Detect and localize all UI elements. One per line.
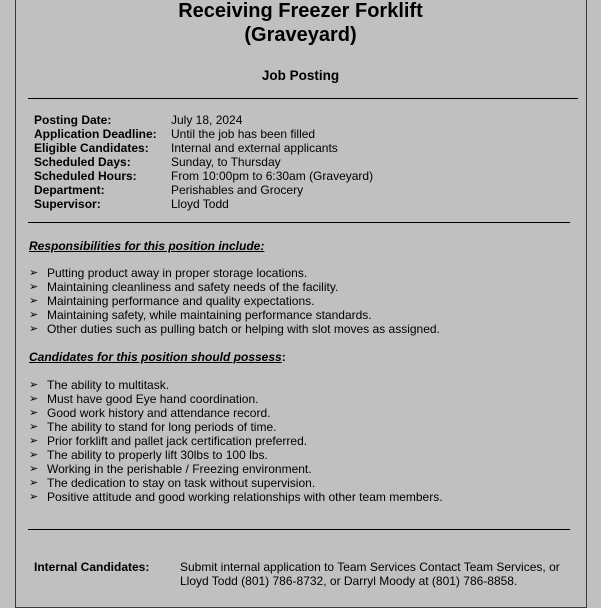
list-item-text: The ability to stand for long periods of time. (47, 420, 277, 434)
detail-label: Posting Date: (34, 113, 112, 127)
detail-row-eligible-candidates (34, 141, 373, 155)
internal-candidates-label: Internal Candidates: (34, 560, 150, 574)
list-item (29, 420, 443, 434)
detail-label: Scheduled Days: (34, 155, 131, 169)
list-item (29, 378, 443, 392)
list-item (29, 490, 443, 504)
arrow-bullet-icon: ➢ (29, 449, 39, 461)
detail-row-posting-date (34, 113, 373, 127)
responsibilities-heading-text: Responsibilities for this position include: (29, 239, 265, 253)
list-item-text: The ability to properly lift 30lbs to 100 lbs. (47, 448, 268, 462)
title-line-2: (Graveyard) (244, 24, 357, 46)
list-item (29, 434, 443, 448)
arrow-bullet-icon: ➢ (29, 435, 39, 447)
arrow-bullet-icon: ➢ (29, 407, 39, 419)
list-item (29, 406, 443, 420)
qualifications-heading-text: Candidates for this position should possess (29, 350, 282, 364)
arrow-bullet-icon: ➢ (29, 267, 39, 279)
qualifications-heading-colon: : (281, 350, 286, 364)
list-item (29, 266, 440, 280)
arrow-bullet-icon: ➢ (29, 281, 39, 293)
arrow-bullet-icon: ➢ (29, 379, 39, 391)
detail-value: Sunday, to Thursday (171, 155, 281, 169)
list-item-text: Maintaining safety, while maintaining performance standards. (47, 308, 372, 322)
job-details (34, 113, 373, 211)
internal-candidates (34, 560, 575, 588)
detail-row-supervisor (34, 197, 373, 211)
arrow-bullet-icon: ➢ (29, 463, 39, 475)
list-item (29, 392, 443, 406)
detail-label: Application Deadline: (34, 127, 157, 141)
qualifications-list (29, 378, 443, 504)
arrow-bullet-icon: ➢ (29, 309, 39, 321)
list-item-text: Putting product away in proper storage locations. (47, 266, 308, 280)
detail-label: Department: (34, 183, 105, 197)
arrow-bullet-icon: ➢ (29, 323, 39, 335)
list-item-text: The dedication to stay on task without supervision. (47, 476, 316, 490)
detail-value: Internal and external applicants (171, 141, 338, 155)
detail-label: Scheduled Hours: (34, 169, 137, 183)
qualifications-heading (29, 350, 286, 364)
detail-value: July 18, 2024 (171, 113, 243, 127)
detail-value: Lloyd Todd (171, 197, 229, 211)
list-item (29, 462, 443, 476)
list-item-text: Other duties such as pulling batch or helping with slot moves as assigned. (47, 322, 440, 336)
subtitle: Job Posting (261, 68, 340, 83)
list-item (29, 280, 440, 294)
list-item (29, 308, 440, 322)
divider-top (28, 98, 578, 99)
internal-candidates-text: Submit internal application to Team Services Contact Team Services, or Lloyd Todd (801) 786-8732, or Darryl Moody at (801) 786-8858. (180, 560, 560, 588)
list-item-text: Positive attitude and good working relationships with other team members. (47, 490, 443, 504)
list-item (29, 322, 440, 336)
list-item-text: Maintaining performance and quality expectations. (47, 294, 315, 308)
detail-row-scheduled-hours (34, 169, 373, 183)
divider-bottom (28, 529, 570, 530)
detail-label: Eligible Candidates: (34, 141, 149, 155)
arrow-bullet-icon: ➢ (29, 295, 39, 307)
arrow-bullet-icon: ➢ (29, 421, 39, 433)
list-item (29, 448, 443, 462)
list-item-text: The ability to multitask. (47, 378, 170, 392)
list-item-text: Must have good Eye hand coordination. (47, 392, 259, 406)
list-item-text: Working in the perishable / Freezing environment. (47, 462, 312, 476)
detail-label: Supervisor: (34, 197, 101, 211)
divider-details (28, 222, 570, 223)
responsibilities-list (29, 266, 440, 336)
detail-row-application-deadline (34, 127, 373, 141)
arrow-bullet-icon: ➢ (29, 491, 39, 503)
responsibilities-heading (29, 239, 264, 253)
arrow-bullet-icon: ➢ (29, 477, 39, 489)
list-item (29, 476, 443, 490)
detail-value: Perishables and Grocery (171, 183, 304, 197)
list-item-text: Good work history and attendance record. (47, 406, 271, 420)
list-item (29, 294, 440, 308)
list-item-text: Maintaining cleanliness and safety needs of the facility. (47, 280, 339, 294)
detail-row-department (34, 183, 373, 197)
detail-row-scheduled-days (34, 155, 373, 169)
title-line-1: Receiving Freezer Forklift (178, 0, 423, 22)
list-item-text: Prior forklift and pallet jack certification preferred. (47, 434, 308, 448)
detail-value: From 10:00pm to 6:30am (Graveyard) (171, 169, 374, 183)
detail-value: Until the job has been filled (171, 127, 316, 141)
arrow-bullet-icon: ➢ (29, 393, 39, 405)
